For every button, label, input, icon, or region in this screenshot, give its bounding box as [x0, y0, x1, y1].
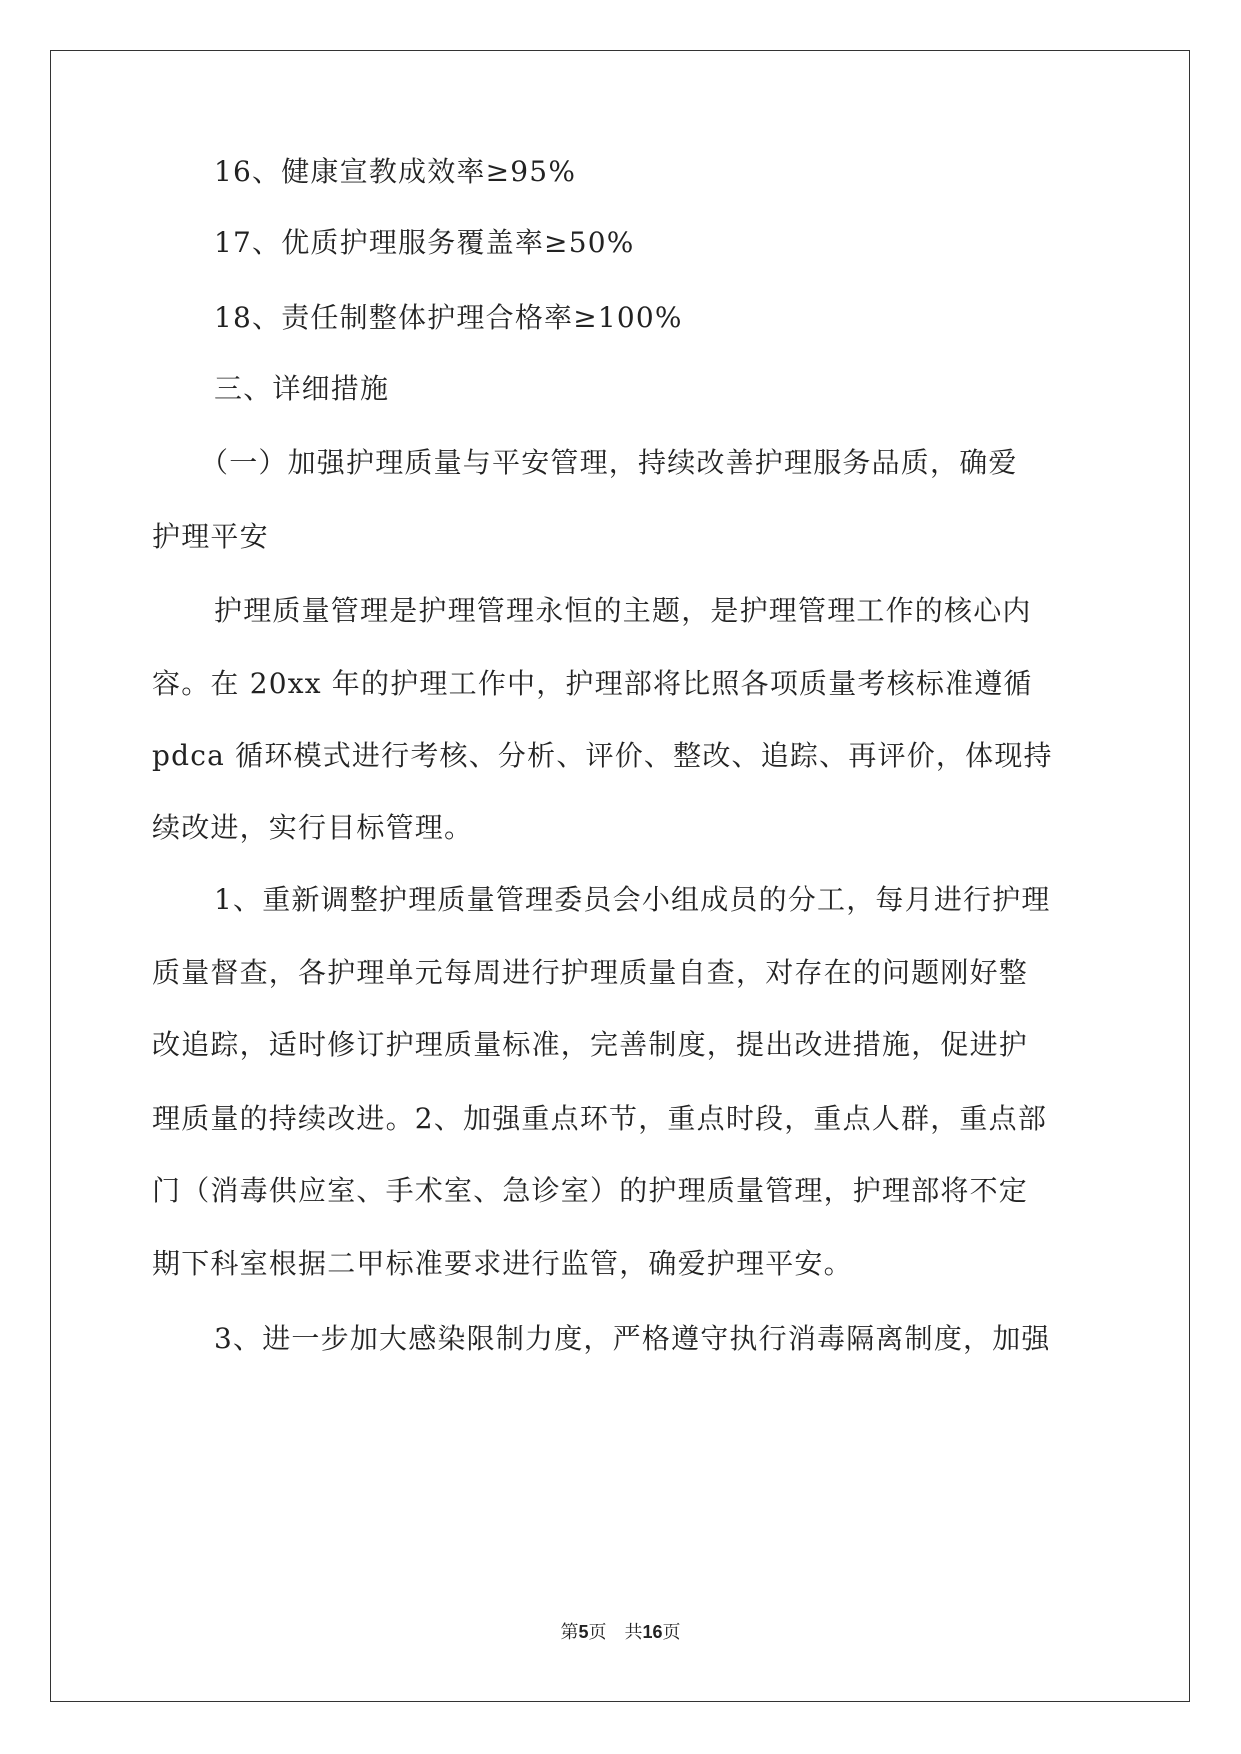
footer-prefix: 第	[560, 1622, 579, 1643]
text-line-2: 17、优质护理服务覆盖率≥50%	[214, 226, 635, 259]
subsection-heading-line-2: 护理平安	[152, 520, 269, 553]
item-3-line-1: 3、进一步加大感染限制力度，严格遵守执行消毒隔离制度，加强	[214, 1322, 1051, 1355]
text-line-1: 16、健康宣教成效率≥95%	[214, 155, 577, 188]
section-heading: 三、详细措施	[214, 372, 390, 405]
item-1-line-2: 质量督查，各护理单元每周进行护理质量自查，对存在的问题刚好整	[152, 956, 1029, 989]
subsection-heading-line-1: （一）加强护理质量与平安管理，持续改善护理服务品质，确爱	[200, 446, 1018, 479]
paragraph-line-2: 容。在 20xx 年的护理工作中，护理部将比照各项质量考核标准遵循	[152, 667, 1033, 700]
item-1-line-1: 1、重新调整护理质量管理委员会小组成员的分工，每月进行护理	[214, 883, 1051, 916]
item-1-line-4: 理质量的持续改进。2、加强重点环节，重点时段，重点人群，重点部	[152, 1102, 1048, 1135]
current-page-number: 5	[578, 1622, 589, 1642]
item-2-line-2: 期下科室根据二甲标准要求进行监管，确爱护理平安。	[152, 1247, 853, 1280]
paragraph-line-1: 护理质量管理是护理管理永恒的主题，是护理管理工作的核心内	[214, 594, 1032, 627]
footer-mid: 页 共	[588, 1622, 643, 1643]
item-2-line-1: 门（消毒供应室、手术室、急诊室）的护理质量管理，护理部将不定	[152, 1174, 1029, 1207]
page-footer	[0, 1620, 1241, 1645]
total-page-number: 16	[642, 1622, 663, 1642]
footer-suffix: 页	[662, 1622, 681, 1643]
paragraph-line-4: 续改进，实行目标管理。	[152, 811, 474, 844]
paragraph-line-3: pdca 循环模式进行考核、分析、评价、整改、追踪、再评价，体现持	[152, 739, 1053, 772]
text-line-3: 18、责任制整体护理合格率≥100%	[214, 301, 683, 334]
item-1-line-3: 改追踪，适时修订护理质量标准，完善制度，提出改进措施，促进护	[152, 1028, 1029, 1061]
